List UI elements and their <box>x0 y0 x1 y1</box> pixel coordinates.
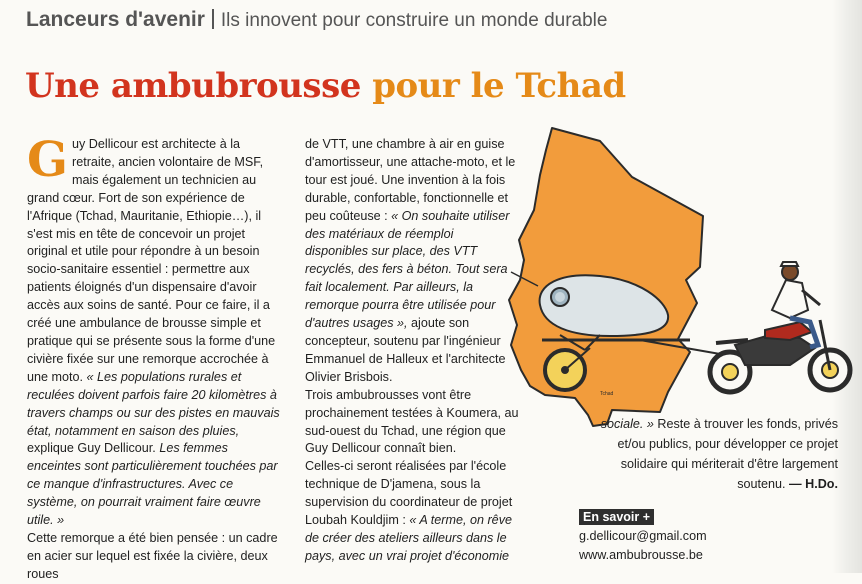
body-text: Celles-ci seront réalisées par l'école technique de D'jamena, sous la supervision du coordinateur de projet Loubah Kouldjim : <box>305 459 513 528</box>
title-part1: Une ambubrousse <box>25 66 361 106</box>
quote-text: « Les populations rurales et reculées doivent parfois faire 20 kilomètres à travers champs ou sur des pistes en mauvais état, notamment en saison des pluies, <box>27 369 280 438</box>
article-column-2 <box>305 136 519 566</box>
body-text: ajoute son concepteur, soutenu par l'ingénieur Emmanuel de Halleux et l'architecte Olivier Brisbois. <box>305 316 506 384</box>
quote-text: « On souhaite utiliser des matériaux de réemploi disponibles sur place, des VTT recyclés, des fers à béton. Tout sera fait localement. Par ailleurs, la remorque pourra être utilisée pour d'autres usages », <box>305 208 510 331</box>
paragraph <box>582 414 838 494</box>
website-link[interactable]: www.ambubrousse.be <box>579 548 703 562</box>
chad-map-label: Tchad <box>600 391 614 397</box>
body-text: uy Dellicour est architecte à la retraite, ancien volontaire de MSF, mais également un technicien au grand cœur. Fort de son expérience de l'Afrique (Tchad, Mauritanie, Ethiopie…), il s'est mis en tête de concevoir un projet original et utile pour répondre à un besoin socio-sanitaire essentiel : permettre aux patients éloignés d'un dispensaire d'avoir accès aux soins de santé. Pour ce faire, il a créé une ambulance de brousse simple et pratique qui se présente sous la forme d'une civière fixée sur une remorque accrochée à une moto. <box>27 137 276 384</box>
quote-text: sociale. » <box>600 417 654 431</box>
article-column-3 <box>582 414 838 494</box>
article-column-1 <box>27 132 285 584</box>
body-text: explique Guy Dellicour. <box>27 441 160 456</box>
drop-cap: G <box>27 132 68 188</box>
paragraph: Trois ambubrousses vont être prochainement testées à Koumera, au sud-ouest du Tchad, une région que Guy Dellicour connaît bien. <box>305 387 519 456</box>
paragraph <box>305 458 519 565</box>
paragraph <box>305 136 519 387</box>
body-text: de VTT, une chambre à air en guise d'amortisseur, une attache-moto, et le tour est joué. Une invention à la fois durable, confortable, fonctionnelle et peu coûteuse : <box>305 137 516 223</box>
more-info-box <box>579 508 707 564</box>
quote-text: Les femmes enceintes sont particulièrement touchées par ce manque d'infrastructures. Avec ce système, on pourrait vraiment faire œuvre utile. » <box>27 441 278 528</box>
author-signature: — H.Do. <box>785 477 838 491</box>
quote-text: « A terme, on rêve de créer des ateliers ailleurs dans le pays, avec un vrai projet d'économie <box>305 513 512 563</box>
body-text: Reste à trouver les fonds, privés et/ou publics, pour développer ce projet solidaire qui mériterait d'être largement soutenu. <box>617 417 838 491</box>
paragraph: Cette remorque a été bien pensée : un cadre en acier sur lequel est fixée la civière, deux roues <box>27 530 278 581</box>
section-subtitle: Ils innovent pour construire un monde durable <box>220 10 608 31</box>
contact-email[interactable]: g.dellicour@gmail.com <box>579 529 707 543</box>
paragraph <box>27 132 285 530</box>
section-rubric: Lanceurs d'avenir <box>26 8 205 31</box>
more-info-badge: En savoir + <box>579 509 654 525</box>
motorbike <box>710 320 850 392</box>
title-part2: pour le Tchad <box>372 66 626 106</box>
